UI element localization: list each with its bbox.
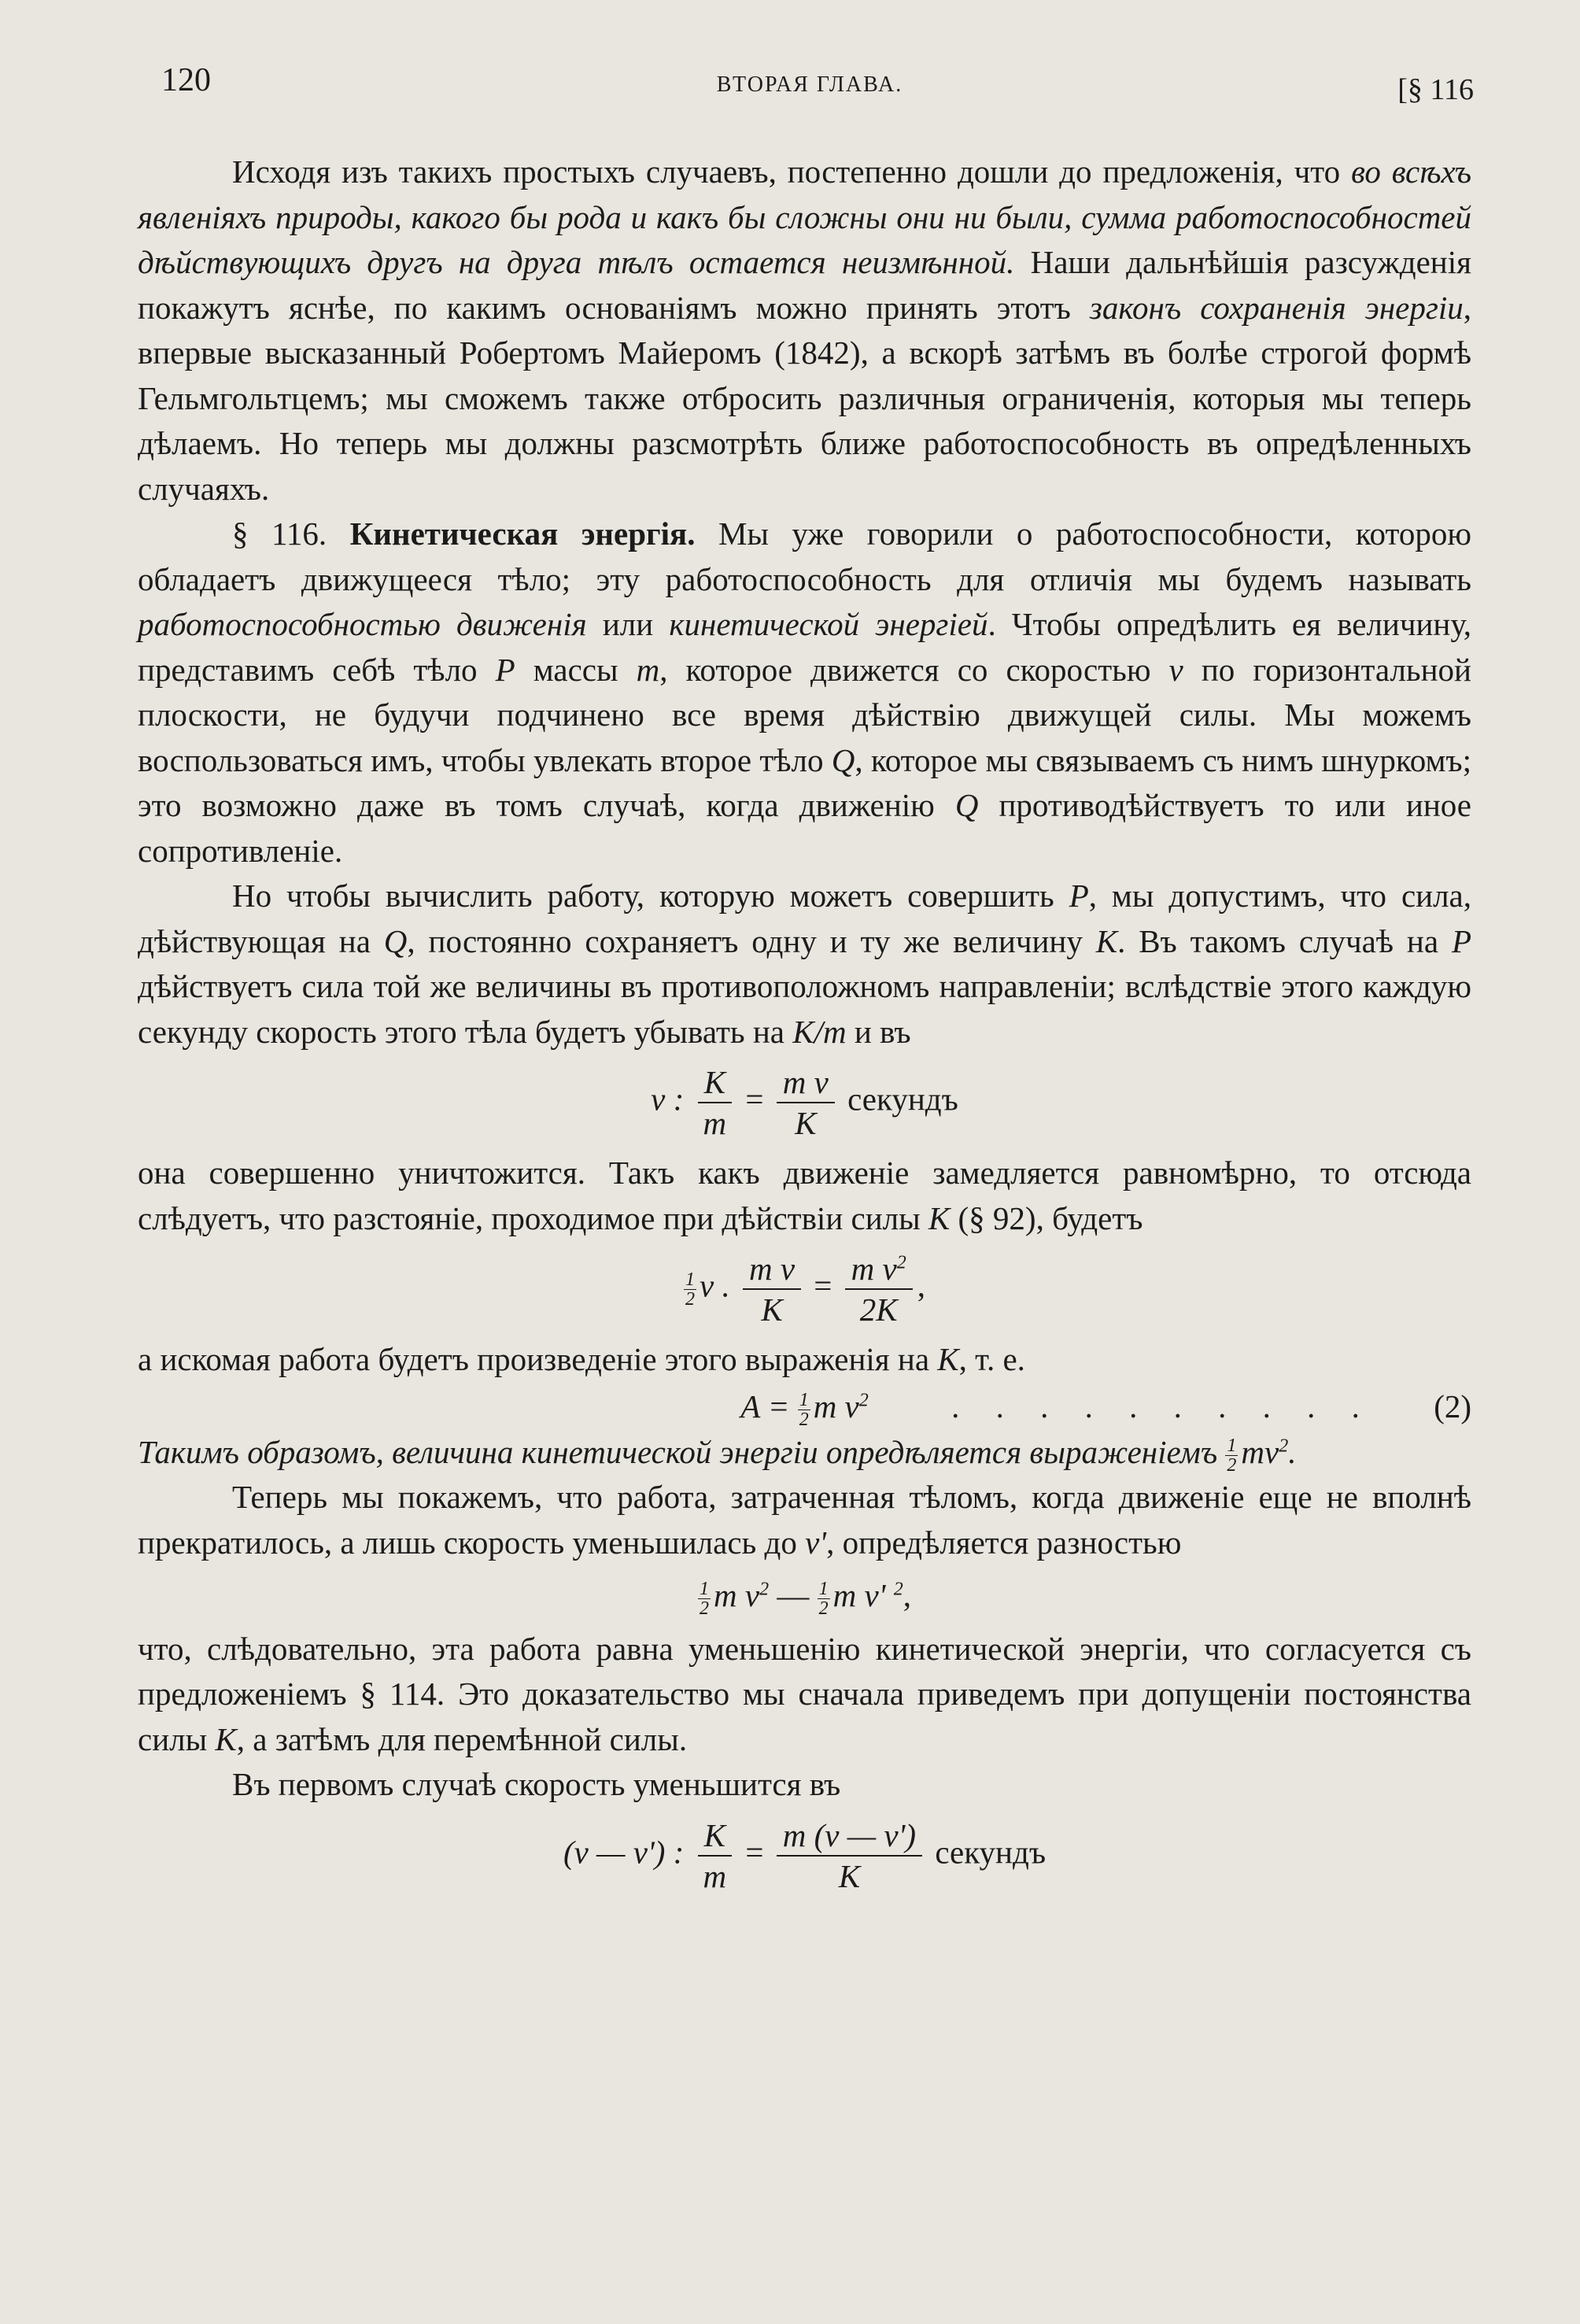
- paragraph-work-computation: Но чтобы вычислить работу, которую можетъ совершить P, мы допустимъ, что сила, дѣйствующая на Q, постоянно сохраняетъ одну и ту же величину K. Въ такомъ случаѣ на P дѣйствуетъ сила той же величины въ противоположномъ направленіи; вслѣдствіе этого каждую секунду скорость этого тѣла будетъ убывать на K/m и въ: [138, 878, 1471, 1050]
- paragraph-kinetic-energy: § 116. Кинетическая энергія. Мы уже говорили о работоспособности, которою обладаетъ движущееся тѣло; эту работоспособность для отличія мы будемъ называть работоспособностью движенія или кинетической энергіей. Чтобы опредѣлить ея величину, представимъ себѣ тѣло P массы m, которое движется со скоростью v по горизонтальной плоскости, не будучи подчинено все время дѣйствію движущей силы. Мы можемъ воспользоваться имъ, чтобы увлекать второе тѣло Q, которое мы связываемъ съ нимъ шнуркомъ; это возможно даже въ томъ случаѣ, когда движенію Q противодѣйствуетъ то или иное сопротивленіе.: [138, 515, 1472, 869]
- equation-2-kinetic-energy: A = $\frac{1}{2}$ m $v^2$ . . . . . . . . . . (2): [138, 1383, 1471, 1430]
- section-number: § 116.: [232, 515, 327, 552]
- page-body: [138, 150, 1471, 1904]
- fraction: $\frac{m (v — v')}{K}$: [777, 1816, 922, 1896]
- fraction: $\frac{K}{m}$: [697, 1816, 733, 1896]
- equation-stopping-time: v : $\frac{K}{m}$ = $\frac{\text{m v}}{K}$ секундъ: [651, 1064, 958, 1141]
- equation-number: (2): [1434, 1387, 1471, 1424]
- paragraph-first-case: Въ первомъ случаѣ скорость уменьшится въ: [232, 1766, 841, 1802]
- paragraph-conclusion: Такимъ образомъ, величина кинетической энергіи опредѣляется выраженіемъ $\frac{1}{2}$ $mv^2$.: [138, 1433, 1297, 1476]
- paragraph-partial-stop: Теперь мы покажемъ, что работа, затраченная тѣломъ, когда движеніе еще не вполнѣ прекратилось, а лишь скорость уменьшилась до v', опредѣляется разностью: [138, 1479, 1471, 1561]
- fraction-one-half: $\frac{1}{2}$: [818, 1579, 829, 1620]
- fraction-one-half: $\frac{1}{2}$: [685, 1269, 696, 1310]
- fraction-one-half: $\frac{1}{2}$: [1227, 1435, 1237, 1476]
- paragraph-energy-conservation: Исходя изъ такихъ простыхъ случаевъ, постепенно дошли до предложенія, что во всѣхъ явленіяхъ природы, какого бы рода и какъ бы сложны они ни были, сумма работоспособностей дѣйствующихъ другъ на друга тѣлъ остается неизмѣнной. Наши дальнѣйшія разсужденія покажутъ яснѣе, по какимъ основаніямъ можно принять этотъ законъ сохраненія энергіи, впервые высказанный Робертомъ Майеромъ (1842), а вскорѣ затѣмъ въ болѣе строгой формѣ Гельмгольтцемъ; мы сможемъ также отбросить различныя ограниченія, которыя мы теперь дѣлаемъ. Но теперь мы должны разсмотрѣть ближе работоспособность въ опредѣленныхъ случаяхъ.: [138, 153, 1471, 507]
- page-header: [161, 61, 1474, 109]
- equation-velocity-decrease: (v — v') : $\frac{K}{m}$ = $\frac{m (v — v')}{K}$ секундъ: [563, 1816, 1047, 1894]
- section-title: Кинетическая энергія.: [349, 515, 696, 552]
- fraction: $\frac{K}{m}$: [697, 1062, 733, 1143]
- fraction: $\frac{\text{m v}}{K}$: [777, 1062, 835, 1143]
- equation-distance: $\frac{1}{2}$ v . $\frac{\text{m v}}{K}$ = $\frac{m v^2}{2K}$ ,: [685, 1251, 925, 1328]
- page-number: 120: [161, 62, 211, 98]
- section-reference: [§ 116: [1397, 73, 1474, 106]
- fraction: $\frac{m v^2}{2K}$: [845, 1249, 913, 1329]
- fraction: $\frac{\text{m v}}{K}$: [743, 1249, 801, 1329]
- paragraph-work-result: а искомая работа будетъ произведеніе этого выраженія на K, т. е.: [138, 1341, 1025, 1377]
- paragraph-distance: она совершенно уничтожится. Такъ какъ движеніе замедляется равномѣрно, то отсюда слѣдуетъ, что разстояніе, проходимое при дѣйствіи силы K (§ 92), будетъ: [138, 1155, 1471, 1236]
- paragraph-consistency: что, слѣдовательно, эта работа равна уменьшенію кинетической энергіи, что согласуется съ предложеніемъ § 114. Это доказательство мы сначала приведемъ при допущеніи постоянства силы K, а затѣмъ для перемѣнной силы.: [138, 1630, 1471, 1757]
- fraction-one-half: $\frac{1}{2}$: [700, 1579, 710, 1620]
- running-head: ВТОРАЯ ГЛАВА.: [716, 72, 903, 97]
- dot-leader: . . . . . . . . . .: [951, 1387, 1374, 1424]
- equation-energy-difference: $\frac{1}{2}$ m $v^2$ — $\frac{1}{2}$ m v' $^2$,: [700, 1577, 911, 1620]
- fraction-one-half: $\frac{1}{2}$: [799, 1389, 809, 1430]
